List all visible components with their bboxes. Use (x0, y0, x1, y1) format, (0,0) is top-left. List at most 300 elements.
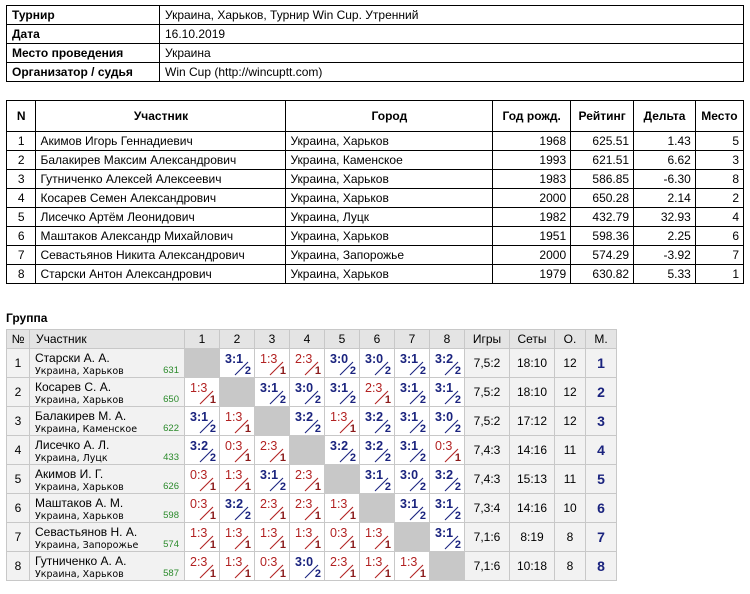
match-score: 3:1 (435, 381, 454, 395)
group-sets: 18:10 (510, 378, 555, 407)
match-points: 2 (279, 394, 286, 406)
info-label: Дата (7, 25, 160, 44)
group-place: 2 (586, 378, 617, 407)
match-points: 1 (279, 510, 286, 522)
match-score: 1:3 (225, 468, 243, 482)
match-result-cell[interactable] (220, 349, 255, 378)
match-score: 3:0 (365, 352, 384, 366)
group-row (7, 523, 617, 552)
participant-city: Украина, Харьков (286, 170, 493, 189)
match-score: 1:3 (225, 410, 243, 424)
player-city: Украина, Каменское (35, 424, 138, 435)
match-score: 0:3 (330, 526, 348, 540)
match-result-cell[interactable] (325, 523, 360, 552)
participants-header: Место (695, 101, 743, 132)
group-place: 6 (586, 494, 617, 523)
match-result-cell[interactable] (290, 407, 325, 436)
match-result-cell[interactable] (395, 494, 430, 523)
self-cell (325, 465, 360, 494)
match-score: 0:3 (225, 439, 243, 453)
player-city: Украина, Харьков (35, 511, 124, 522)
match-score: 3:0 (330, 352, 349, 366)
match-result-cell[interactable] (220, 523, 255, 552)
group-player[interactable] (30, 494, 185, 523)
grid-header-col: 6 (360, 330, 395, 349)
grid-header-o: О. (555, 330, 586, 349)
group-games: 7,4:3 (465, 436, 510, 465)
match-points: 1 (209, 394, 216, 406)
participant-birth-year: 1951 (493, 227, 571, 246)
participants-header: Участник (36, 101, 286, 132)
group-row (7, 407, 617, 436)
match-result-cell[interactable] (255, 494, 290, 523)
participant-city: Украина, Луцк (286, 208, 493, 227)
group-sets: 8:19 (510, 523, 555, 552)
match-points: 2 (454, 481, 461, 493)
group-player[interactable] (30, 523, 185, 552)
match-score: 2:3 (295, 468, 313, 482)
grid-header-col: 1 (185, 330, 220, 349)
match-score: 3:0 (400, 468, 419, 482)
match-result-cell[interactable] (360, 465, 395, 494)
match-result-cell[interactable] (290, 378, 325, 407)
group-points: 12 (555, 349, 586, 378)
match-points: 1 (209, 568, 216, 580)
match-points: 1 (349, 539, 356, 551)
match-score: 0:3 (260, 555, 278, 569)
player-city: Украина, Запорожье (35, 540, 139, 551)
group-row (7, 436, 617, 465)
participant-row (7, 151, 744, 170)
match-result-cell[interactable] (290, 552, 325, 581)
group-row-number: 5 (7, 465, 30, 494)
player-rating: 433 (163, 452, 179, 463)
match-result-cell[interactable] (290, 494, 325, 523)
group-sets: 15:13 (510, 465, 555, 494)
participant-delta: 5.33 (634, 265, 696, 284)
match-score: 2:3 (295, 497, 313, 511)
player-rating: 650 (163, 394, 179, 405)
participant-delta: 2.25 (634, 227, 696, 246)
group-title: Группа (6, 311, 48, 325)
match-points: 1 (384, 394, 391, 406)
player-city: Украина, Харьков (35, 482, 124, 493)
group-points: 10 (555, 494, 586, 523)
participant-number: 7 (7, 246, 36, 265)
match-score: 3:1 (400, 381, 419, 395)
participant-birth-year: 1979 (493, 265, 571, 284)
match-score: 1:3 (225, 555, 243, 569)
grid-header-col: 7 (395, 330, 430, 349)
group-sets: 14:16 (510, 494, 555, 523)
participant-name: Балакирев Максим Александрович (36, 151, 286, 170)
match-points: 2 (349, 452, 356, 464)
grid-header-sets: Сеты (510, 330, 555, 349)
group-player[interactable] (30, 552, 185, 581)
match-points: 2 (209, 423, 216, 435)
player-city: Украина, Харьков (35, 395, 124, 406)
match-score: 3:2 (435, 352, 454, 366)
match-points: 2 (454, 394, 461, 406)
match-result-cell[interactable] (430, 523, 465, 552)
participant-place: 1 (695, 265, 743, 284)
grid-header-col: 2 (220, 330, 255, 349)
player-name: Севастьянов Н. А. (35, 525, 138, 539)
match-score: 3:0 (295, 381, 314, 395)
match-result-cell[interactable] (325, 552, 360, 581)
match-points: 1 (244, 568, 251, 580)
group-row-number: 1 (7, 349, 30, 378)
self-cell (290, 436, 325, 465)
participants-header: Дельта (634, 101, 696, 132)
group-place: 7 (586, 523, 617, 552)
match-score: 2:3 (260, 497, 278, 511)
match-score: 3:2 (190, 439, 209, 453)
player-name: Акимов И. Г. (35, 467, 104, 481)
match-score: 3:1 (400, 352, 419, 366)
grid-header-player: Участник (30, 330, 185, 349)
self-cell (430, 552, 465, 581)
match-points: 1 (384, 539, 391, 551)
match-score: 1:3 (260, 352, 278, 366)
group-row (7, 494, 617, 523)
group-row-number: 3 (7, 407, 30, 436)
match-points: 2 (244, 365, 251, 377)
match-score: 3:0 (435, 410, 454, 424)
match-score: 3:2 (435, 468, 454, 482)
group-row (7, 465, 617, 494)
participant-delta: 32.93 (634, 208, 696, 227)
group-player[interactable] (30, 407, 185, 436)
match-points: 1 (279, 365, 286, 377)
player-name: Старски А. А. (35, 351, 110, 365)
match-result-cell[interactable] (325, 349, 360, 378)
match-result-cell[interactable] (360, 523, 395, 552)
participants-header: N (7, 101, 36, 132)
match-score: 3:2 (365, 439, 384, 453)
match-score: 2:3 (190, 555, 208, 569)
match-score: 3:1 (260, 468, 279, 482)
participant-name: Лисечко Артём Леонидович (36, 208, 286, 227)
participant-row (7, 265, 744, 284)
match-score: 3:1 (400, 497, 419, 511)
match-result-cell[interactable] (185, 523, 220, 552)
player-city: Украина, Луцк (35, 453, 108, 464)
group-sets: 17:12 (510, 407, 555, 436)
match-points: 2 (314, 423, 321, 435)
group-player[interactable] (30, 465, 185, 494)
group-grid (6, 329, 617, 581)
participant-birth-year: 1983 (493, 170, 571, 189)
group-games: 7,5:2 (465, 349, 510, 378)
group-sets: 10:18 (510, 552, 555, 581)
match-result-cell[interactable] (395, 465, 430, 494)
match-score: 2:3 (295, 352, 313, 366)
participant-number: 6 (7, 227, 36, 246)
group-sets: 18:10 (510, 349, 555, 378)
participant-row (7, 189, 744, 208)
participant-city: Украина, Запорожье (286, 246, 493, 265)
group-player[interactable] (30, 349, 185, 378)
grid-header-n: № (7, 330, 30, 349)
match-result-cell[interactable] (185, 378, 220, 407)
self-cell (220, 378, 255, 407)
participants-table (6, 100, 744, 284)
match-score: 3:2 (365, 410, 384, 424)
participant-rating: 574.29 (571, 246, 634, 265)
match-points: 2 (314, 394, 321, 406)
group-games: 7,1:6 (465, 523, 510, 552)
group-points: 12 (555, 378, 586, 407)
participant-birth-year: 2000 (493, 189, 571, 208)
match-result-cell[interactable] (360, 436, 395, 465)
group-place: 5 (586, 465, 617, 494)
match-result-cell[interactable] (360, 378, 395, 407)
self-cell (395, 523, 430, 552)
match-result-cell[interactable] (220, 465, 255, 494)
participant-rating: 630.82 (571, 265, 634, 284)
match-score: 1:3 (400, 555, 418, 569)
match-score: 1:3 (330, 497, 348, 511)
info-row (7, 6, 744, 25)
match-result-cell[interactable] (430, 378, 465, 407)
match-points: 1 (209, 481, 216, 493)
player-rating: 622 (163, 423, 179, 434)
match-points: 2 (454, 365, 461, 377)
participant-place: 5 (695, 132, 743, 151)
match-points: 1 (349, 510, 356, 522)
group-points: 11 (555, 465, 586, 494)
match-result-cell[interactable] (430, 465, 465, 494)
participant-city: Украина, Харьков (286, 132, 493, 151)
match-result-cell[interactable] (185, 552, 220, 581)
self-cell (255, 407, 290, 436)
match-result-cell[interactable] (360, 407, 395, 436)
grid-header-col: 4 (290, 330, 325, 349)
match-result-cell[interactable] (290, 465, 325, 494)
group-games: 7,5:2 (465, 407, 510, 436)
participant-row (7, 208, 744, 227)
match-result-cell[interactable] (255, 378, 290, 407)
match-points: 2 (384, 452, 391, 464)
match-result-cell[interactable] (325, 378, 360, 407)
match-points: 2 (419, 365, 426, 377)
info-value: 16.10.2019 (160, 25, 744, 44)
participants-header: Город (286, 101, 493, 132)
match-result-cell[interactable] (360, 349, 395, 378)
match-score: 1:3 (260, 526, 278, 540)
match-result-cell[interactable] (290, 349, 325, 378)
player-city: Украина, Харьков (35, 569, 124, 580)
participant-delta: 2.14 (634, 189, 696, 208)
participant-place: 8 (695, 170, 743, 189)
group-row (7, 378, 617, 407)
match-result-cell[interactable] (255, 523, 290, 552)
match-result-cell[interactable] (395, 436, 430, 465)
match-points: 2 (419, 510, 426, 522)
match-score: 3:1 (330, 381, 349, 395)
info-row (7, 44, 744, 63)
participant-birth-year: 1968 (493, 132, 571, 151)
match-score: 3:1 (400, 439, 419, 453)
match-result-cell[interactable] (220, 494, 255, 523)
match-result-cell[interactable] (430, 407, 465, 436)
participant-rating: 586.85 (571, 170, 634, 189)
group-row (7, 349, 617, 378)
match-points: 1 (349, 568, 356, 580)
match-result-cell[interactable] (395, 407, 430, 436)
match-points: 2 (244, 510, 251, 522)
match-score: 3:1 (435, 526, 454, 540)
player-rating: 631 (163, 365, 179, 376)
match-result-cell[interactable] (430, 349, 465, 378)
match-result-cell[interactable] (185, 465, 220, 494)
group-points: 11 (555, 436, 586, 465)
info-label: Организатор / судья (7, 63, 160, 82)
match-result-cell[interactable] (325, 494, 360, 523)
match-points: 1 (209, 510, 216, 522)
participant-place: 6 (695, 227, 743, 246)
match-result-cell[interactable] (220, 436, 255, 465)
match-result-cell[interactable] (325, 407, 360, 436)
player-city: Украина, Харьков (35, 366, 124, 377)
match-result-cell[interactable] (255, 349, 290, 378)
match-result-cell[interactable] (430, 494, 465, 523)
participant-birth-year: 1993 (493, 151, 571, 170)
match-points: 1 (349, 423, 356, 435)
participant-name: Севастьянов Никита Александрович (36, 246, 286, 265)
info-row (7, 63, 744, 82)
participant-name: Гутниченко Алексей Алексеевич (36, 170, 286, 189)
match-score: 3:2 (295, 410, 314, 424)
participant-row (7, 246, 744, 265)
match-result-cell[interactable] (185, 494, 220, 523)
match-score: 3:1 (260, 381, 279, 395)
match-result-cell[interactable] (395, 552, 430, 581)
match-result-cell[interactable] (395, 378, 430, 407)
match-result-cell[interactable] (255, 552, 290, 581)
info-value: Украина (160, 44, 744, 63)
match-score: 1:3 (295, 526, 313, 540)
group-place: 1 (586, 349, 617, 378)
match-result-cell[interactable] (395, 349, 430, 378)
group-points: 8 (555, 523, 586, 552)
match-points: 2 (209, 452, 216, 464)
match-points: 1 (314, 510, 321, 522)
participant-birth-year: 1982 (493, 208, 571, 227)
participant-delta: -3.92 (634, 246, 696, 265)
participant-delta: 1.43 (634, 132, 696, 151)
participant-place: 7 (695, 246, 743, 265)
player-name: Маштаков А. М. (35, 496, 124, 510)
grid-header-m: М. (586, 330, 617, 349)
player-rating: 574 (163, 539, 179, 550)
participant-rating: 598.36 (571, 227, 634, 246)
group-points: 12 (555, 407, 586, 436)
match-points: 2 (279, 481, 286, 493)
participant-number: 1 (7, 132, 36, 151)
group-sets: 14:16 (510, 436, 555, 465)
match-score: 0:3 (190, 497, 208, 511)
match-points: 2 (454, 510, 461, 522)
group-player[interactable] (30, 378, 185, 407)
participant-number: 2 (7, 151, 36, 170)
match-result-cell[interactable] (325, 436, 360, 465)
match-result-cell[interactable] (360, 552, 395, 581)
match-score: 3:2 (225, 497, 244, 511)
participant-place: 3 (695, 151, 743, 170)
grid-header-col: 8 (430, 330, 465, 349)
match-score: 0:3 (435, 439, 453, 453)
match-points: 2 (349, 365, 356, 377)
participant-row (7, 170, 744, 189)
match-points: 2 (419, 452, 426, 464)
group-place: 3 (586, 407, 617, 436)
participant-number: 4 (7, 189, 36, 208)
match-result-cell[interactable] (220, 407, 255, 436)
participant-name: Старски Антон Александрович (36, 265, 286, 284)
match-score: 0:3 (190, 468, 208, 482)
match-points: 2 (314, 568, 321, 580)
match-points: 2 (349, 394, 356, 406)
player-name: Лисечко А. Л. (35, 438, 110, 452)
group-place: 4 (586, 436, 617, 465)
self-cell (185, 349, 220, 378)
match-result-cell[interactable] (255, 436, 290, 465)
participant-number: 8 (7, 265, 36, 284)
match-result-cell[interactable] (290, 523, 325, 552)
participant-number: 5 (7, 208, 36, 227)
participant-row (7, 132, 744, 151)
match-points: 1 (419, 568, 426, 580)
participant-rating: 650.28 (571, 189, 634, 208)
match-result-cell[interactable] (185, 436, 220, 465)
group-row-number: 6 (7, 494, 30, 523)
participant-name: Косарев Семен Александрович (36, 189, 286, 208)
match-score: 1:3 (365, 555, 383, 569)
match-result-cell[interactable] (185, 407, 220, 436)
match-points: 1 (279, 539, 286, 551)
group-row-number: 8 (7, 552, 30, 581)
info-row (7, 25, 744, 44)
player-rating: 626 (163, 481, 179, 492)
grid-header-games: Игры (465, 330, 510, 349)
group-row-number: 4 (7, 436, 30, 465)
participant-place: 2 (695, 189, 743, 208)
match-score: 3:1 (435, 497, 454, 511)
match-points: 1 (244, 481, 251, 493)
grid-header-col: 3 (255, 330, 290, 349)
match-points: 2 (454, 539, 461, 551)
match-points: 2 (419, 481, 426, 493)
match-result-cell[interactable] (255, 465, 290, 494)
group-row (7, 552, 617, 581)
participant-name: Маштаков Александр Михайлович (36, 227, 286, 246)
match-score: 1:3 (190, 381, 208, 395)
participant-delta: -6.30 (634, 170, 696, 189)
participant-rating: 621.51 (571, 151, 634, 170)
info-label: Место проведения (7, 44, 160, 63)
player-name: Балакирев М. А. (35, 409, 127, 423)
participant-birth-year: 2000 (493, 246, 571, 265)
group-player[interactable] (30, 436, 185, 465)
participant-place: 4 (695, 208, 743, 227)
match-result-cell[interactable] (220, 552, 255, 581)
match-result-cell[interactable] (430, 436, 465, 465)
match-score: 1:3 (190, 526, 208, 540)
match-points: 2 (454, 423, 461, 435)
match-points: 1 (244, 539, 251, 551)
